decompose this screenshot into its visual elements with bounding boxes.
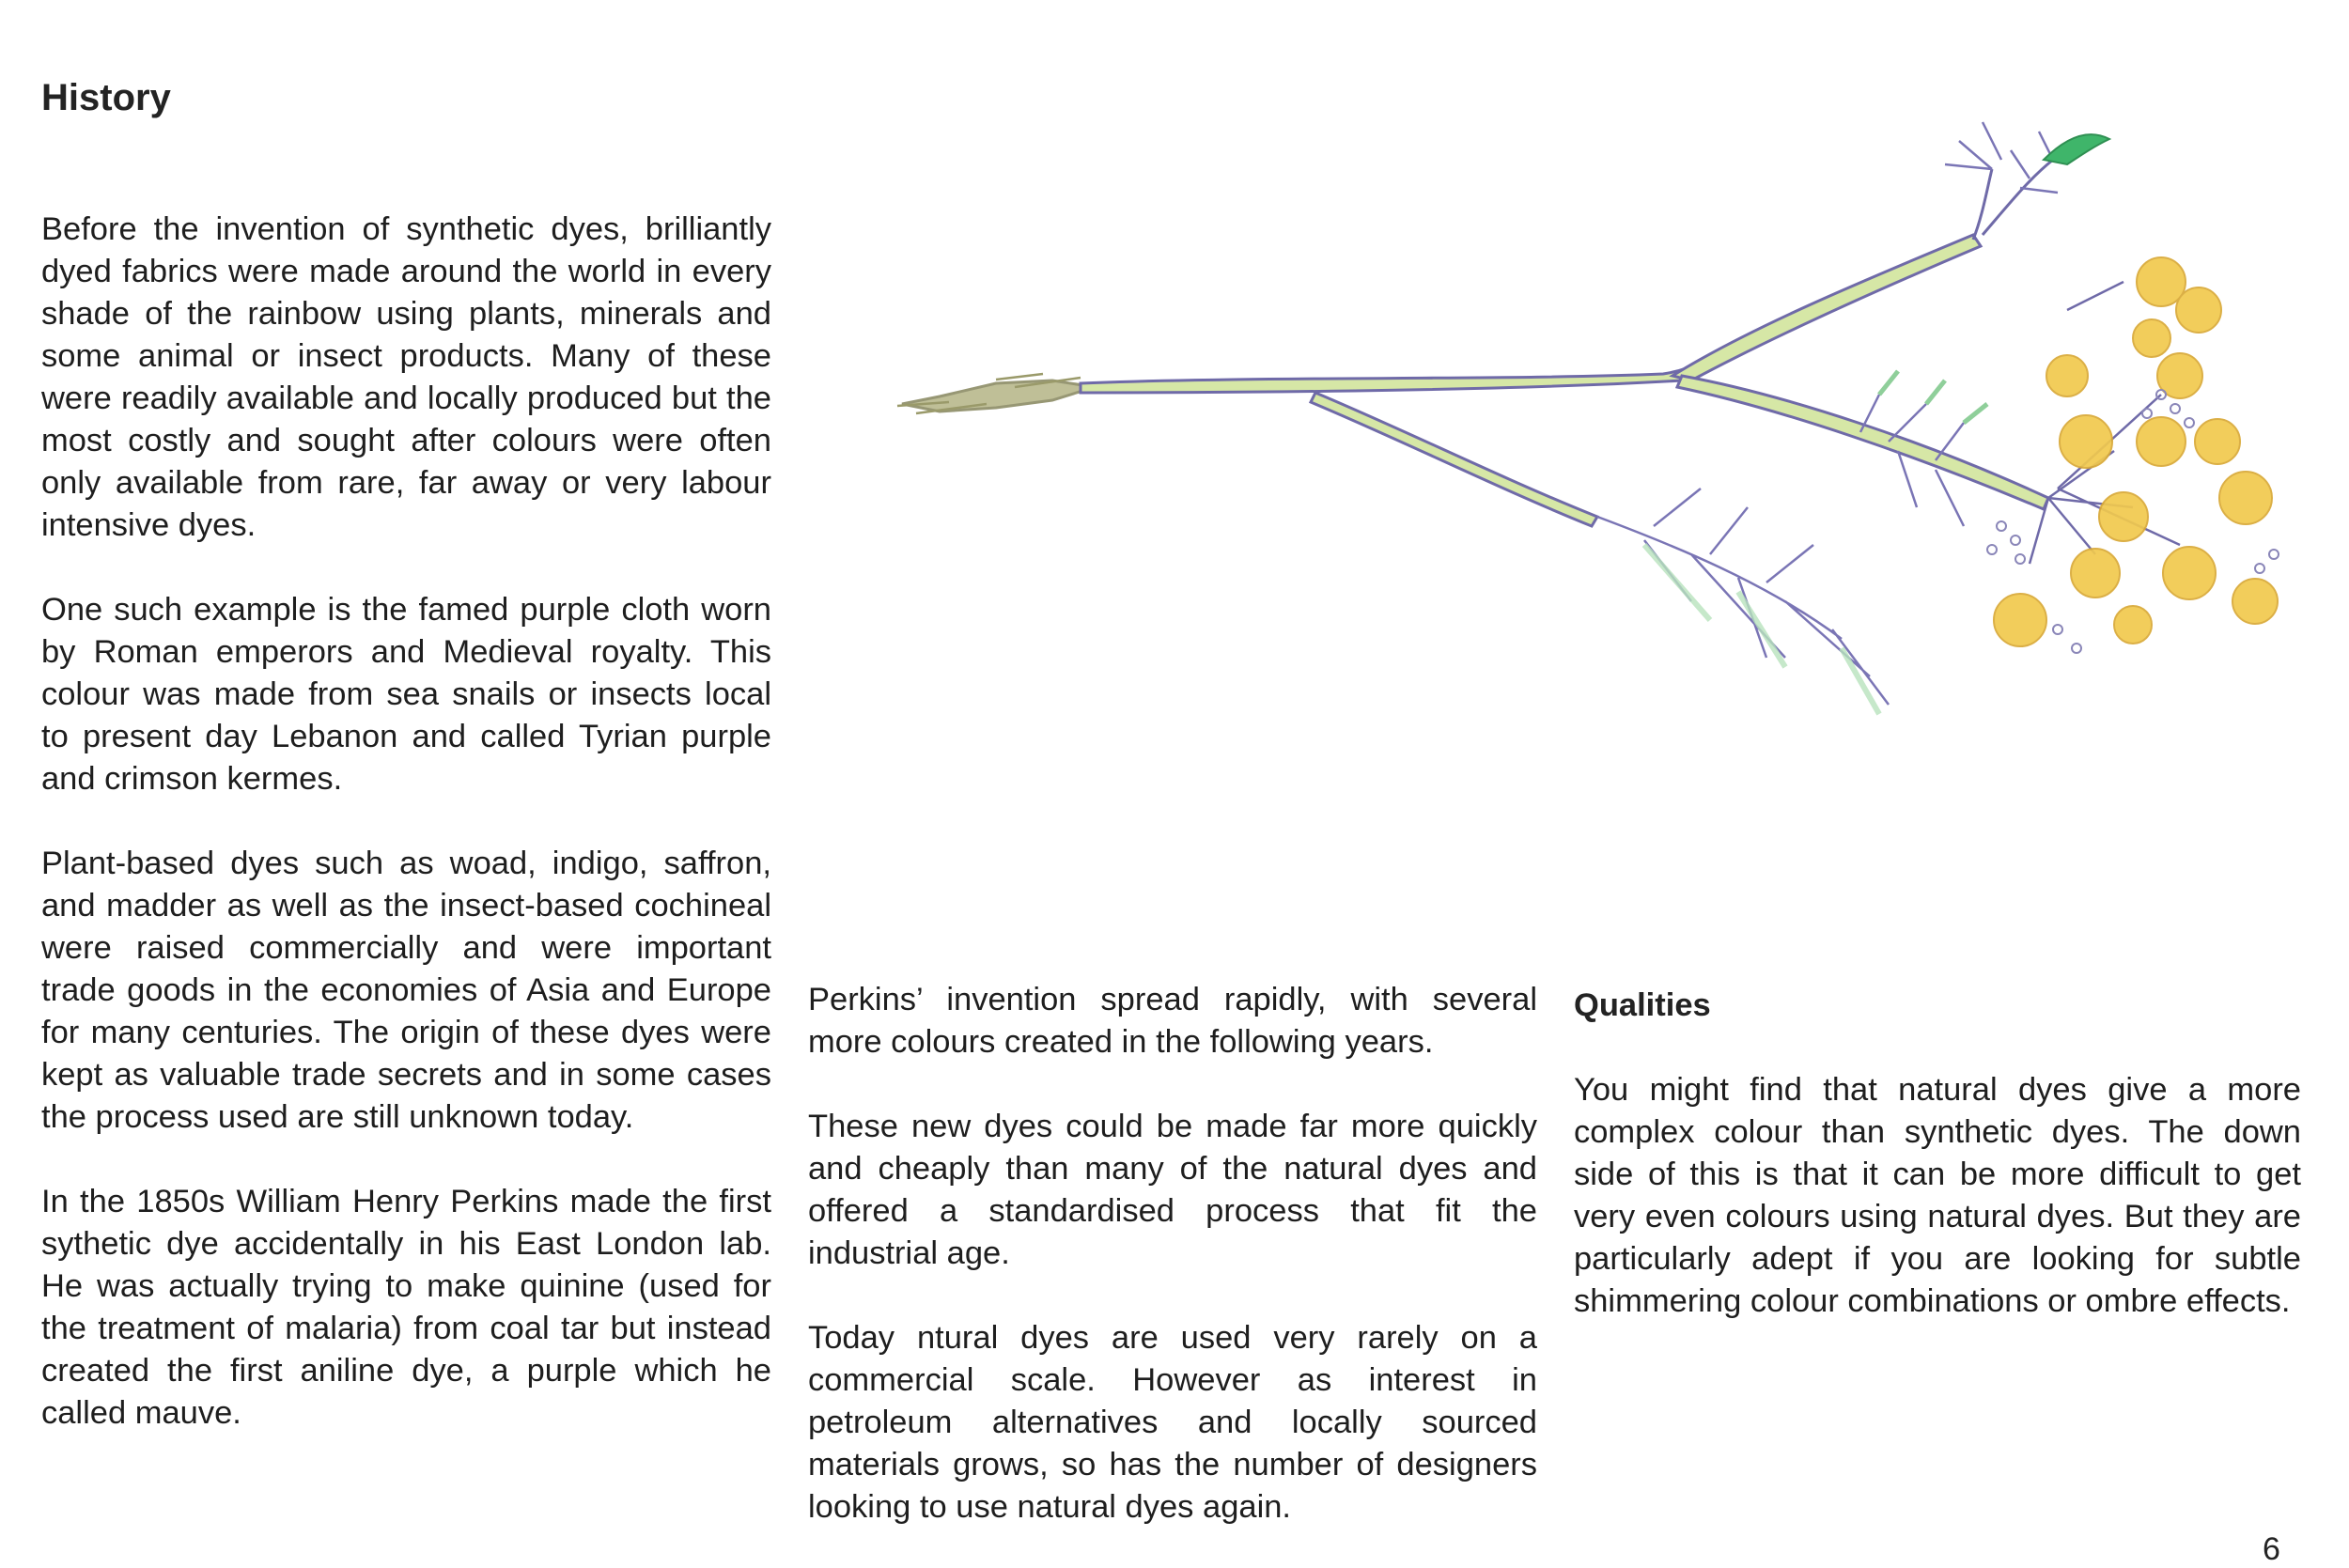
history-paragraph: Plant-based dyes such as woad, indigo, saffron, and madder as well as the insect-based cochineal were raised commercially and were important trade goods in the economies of Asia and Europe for many centuries. The origin of these dyes were kept as valuable trade secrets and in some cases the process used are still unknown today. bbox=[41, 846, 771, 1135]
middle-branch bbox=[1677, 376, 2048, 509]
flower-cluster bbox=[2137, 417, 2186, 466]
continuation-paragraph: Today ntural dyes are used very rarely on a commercial scale. However as interest in petroleum alternatives and locally sourced materials grows, so has the number of designers looking to use natural dyes again. bbox=[808, 1320, 1537, 1525]
flower-cluster bbox=[2232, 579, 2278, 624]
history-paragraph: Before the invention of synthetic dyes, brilliantly dyed fabrics were made around the world in every shade of the rainbow using plants, minerals and some animal or insect products. Many of these were readily available and locally produced but the most costly and sought after colours were often only available from rare, far away or very labour intensive dyes. bbox=[41, 211, 771, 543]
page-number: 6 bbox=[2263, 1531, 2280, 1567]
flower-cluster bbox=[2163, 547, 2216, 599]
side-leaves bbox=[1879, 371, 1987, 423]
fennel-plant-illustration bbox=[883, 103, 2293, 827]
seed-dot bbox=[1997, 521, 2006, 531]
flower-cluster bbox=[1994, 594, 2046, 646]
continuation-column bbox=[808, 979, 1537, 1529]
upper-branch bbox=[1672, 235, 1981, 380]
upper-branch-top bbox=[1973, 160, 2053, 240]
seed-dot bbox=[1987, 545, 1997, 554]
seed-dot bbox=[2011, 536, 2020, 545]
seed-dot bbox=[2170, 404, 2180, 413]
flower-cluster bbox=[2133, 319, 2170, 357]
history-column bbox=[41, 209, 771, 1435]
history-paragraph: In the 1850s William Henry Perkins made the first sythetic dye accidentally in his East London lab. He was actually trying to make quinine (used for the treatment of malaria) from coal tar but instead created the first aniline dye, a purple which he called mauve. bbox=[41, 1184, 771, 1431]
main-stem bbox=[1081, 362, 1701, 393]
plant-root bbox=[902, 380, 1095, 411]
seed-dot bbox=[2072, 644, 2081, 653]
seed-dot bbox=[2269, 550, 2279, 559]
flower-cluster bbox=[2219, 472, 2272, 524]
bright-leaf bbox=[2044, 134, 2109, 164]
seed-dot bbox=[2015, 554, 2025, 564]
qualities-column bbox=[1574, 985, 2301, 1323]
qualities-heading: Qualities bbox=[1574, 987, 1711, 1023]
flower-cluster bbox=[2176, 287, 2221, 333]
seed-dot bbox=[2053, 625, 2062, 634]
flower-cluster bbox=[2099, 492, 2148, 541]
continuation-paragraph: Perkins’ invention spread rapidly, with several more colours created in the following years. bbox=[808, 982, 1537, 1060]
qualities-paragraph: You might find that natural dyes give a more complex colour than synthetic dyes. The down side of this is that it can be more difficult to get very even colours using natural dyes. But they are particularly adept if you are looking for subtle shimmering colour combinations or ombre effects. bbox=[1574, 1072, 2301, 1319]
history-heading: History bbox=[41, 77, 171, 118]
continuation-paragraph: These new dyes could be made far more quickly and cheaply than many of the natural dyes and offered a standardised process that fit the industrial age. bbox=[808, 1109, 1537, 1271]
seed-dot bbox=[2185, 418, 2194, 427]
flower-cluster bbox=[2046, 355, 2088, 396]
flower-clusters bbox=[1994, 257, 2278, 646]
flower-cluster bbox=[2060, 415, 2112, 468]
flower-cluster bbox=[2195, 419, 2240, 464]
lower-branch bbox=[1311, 393, 1597, 526]
flower-cluster bbox=[2114, 606, 2152, 644]
seed-dot bbox=[2142, 409, 2152, 418]
seed-dot bbox=[2255, 564, 2264, 573]
flower-cluster bbox=[2071, 549, 2120, 598]
history-paragraph: One such example is the famed purple cloth worn by Roman emperors and Medieval royalty. This colour was made from sea snails or insects local to present day Lebanon and called Tyrian purple and crimson kermes. bbox=[41, 592, 771, 797]
lower-leaf-wash bbox=[1644, 545, 1879, 714]
